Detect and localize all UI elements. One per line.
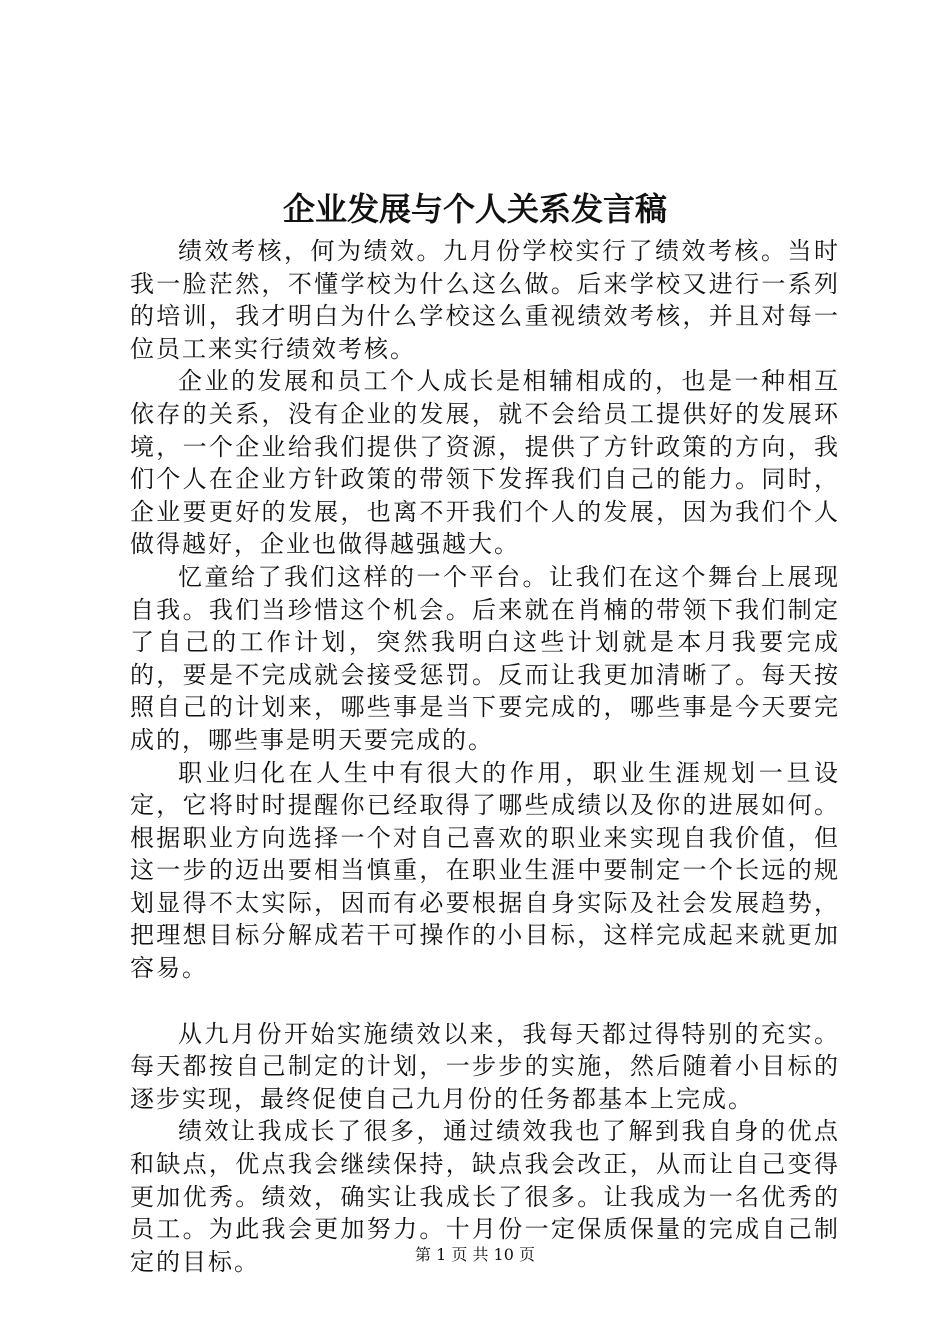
document-body <box>130 235 840 1278</box>
paragraph-3: 忆童给了我们这样的一个平台。让我们在这个舞台上展现自我。我们当珍惜这个机会。后来就在肖楠的带领下我们制定了自己的工作计划，突然我明白这些计划就是本月我要完成的，要是不完成就会接受惩罚。反而让我更加清晰了。每天按照自己的计划来，哪些事是当下要完成的，哪些事是今天要完成的，哪些事是明天要完成的。 <box>130 562 840 754</box>
paragraph-4: 职业归化在人生中有很大的作用，职业生涯规划一旦设定，它将时时提醒你已经取得了哪些成绩以及你的进展如何。根据职业方向选择一个对自己喜欢的职业来实现自我价值，但这一步的迈出要相当慎重，在职业生涯中要制定一个长远的规划显得不太实际，因而有必要根据自身实际及社会发展趋势，把理想目标分解成若干可操作的小目标，这样完成起来就更加容易。 <box>130 758 840 983</box>
paragraph-6: 绩效让我成长了很多，通过绩效我也了解到我自身的优点和缺点，优点我会继续保持，缺点我会改正，从而让自己变得更加优秀。绩效，确实让我成长了很多。让我成为一名优秀的员工。为此我会更加努力。十月份一定保质保量的完成自己制定的目标。 <box>130 1117 840 1276</box>
page-number-footer: 第 1 页 共 10 页 <box>415 1245 535 1264</box>
document-title: 企业发展与个人关系发言稿 <box>282 190 667 228</box>
paragraph-5: 从九月份开始实施绩效以来，我每天都过得特别的充实。每天都按自己制定的计划，一步步的实施，然后随着小目标的逐步实现，最终促使自己九月份的任务都基本上完成。 <box>130 1019 840 1113</box>
paragraph-2: 企业的发展和员工个人成长是相辅相成的，也是一种相互依存的关系，没有企业的发展，就不会给员工提供好的发展环境，一个企业给我们提供了资源，提供了方针政策的方向，我们个人在企业方针政策的带领下发挥我们自己的能力。同时，企业要更好的发展，也离不开我们个人的发展，因为我们个人做得越好，企业也做得越强越大。 <box>130 367 840 559</box>
paragraph-1: 绩效考核，何为绩效。九月份学校实行了绩效考核。当时我一脸茫然，不懂学校为什么这么做。后来学校又进行一系列的培训，我才明白为什么学校这么重视绩效考核，并且对每一位员工来实行绩效考核。 <box>130 237 840 363</box>
